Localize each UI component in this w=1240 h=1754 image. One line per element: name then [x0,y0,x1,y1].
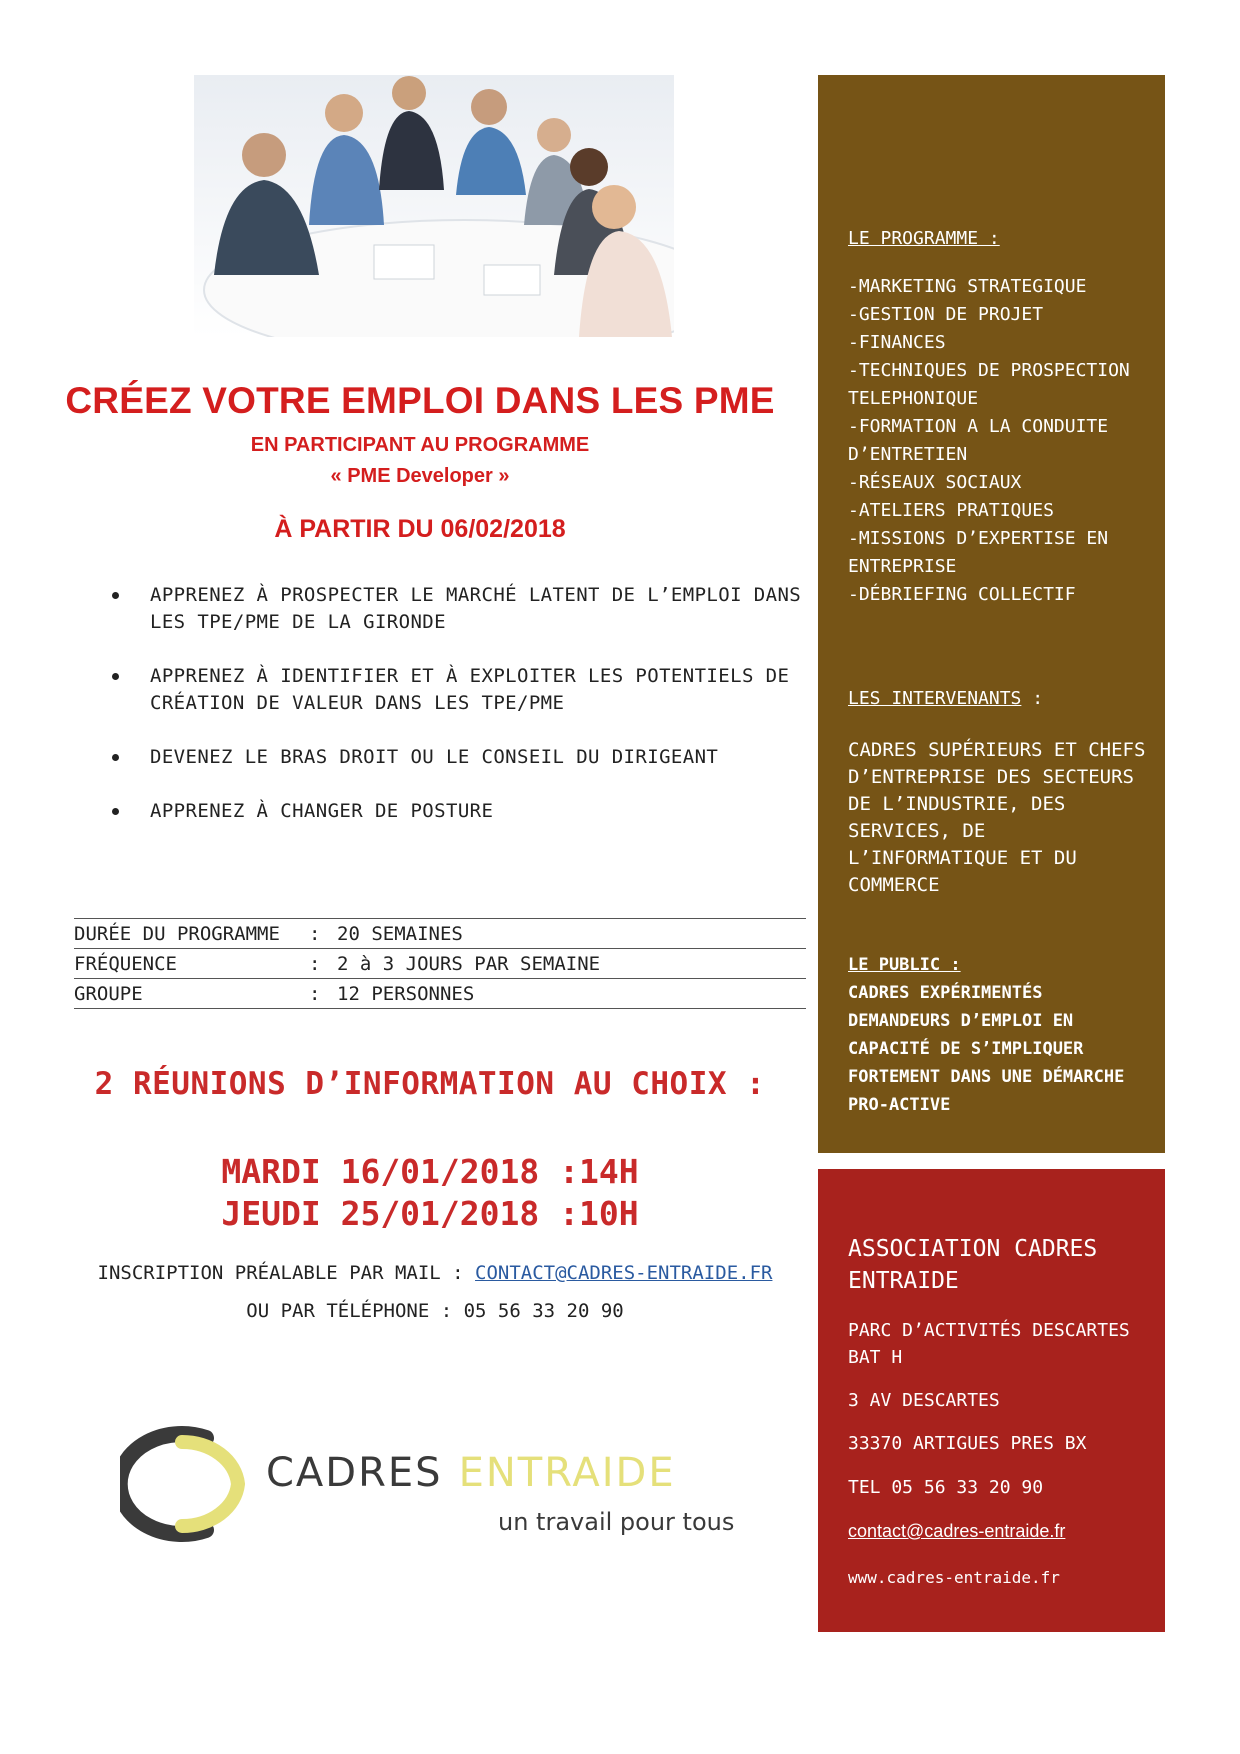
page-title: CRÉEZ VOTRE EMPLOI DANS LES PME [65,380,775,421]
list-item: -FORMATION A LA CONDUITE D’ENTRETIEN [848,416,1109,465]
logo-wordmark: CADRES ENTRAIDE [266,1450,676,1496]
bullet-icon [112,808,119,815]
benefits-list [110,582,810,852]
list-item: -FINANCES [848,332,946,353]
list-item: -MARKETING STRATEGIQUE [848,276,1087,297]
inscription-phone-line: OU PAR TÉLÉPHONE : 05 56 33 20 90 [246,1300,624,1322]
programme-list [848,273,1148,609]
logo-ring-icon [120,1424,255,1544]
list-item: -MISSIONS D’EXPERTISE EN ENTREPRISE [848,528,1109,577]
list-item: DEVENEZ LE BRAS DROIT OU LE CONSEIL DU DIRIGEANT [110,744,810,771]
public-heading: LE PUBLIC : [848,955,961,975]
reunions-heading: 2 RÉUNIONS D’INFORMATION AU CHOIX : [94,1066,766,1102]
meeting-date-1: MARDI 16/01/2018 :14H [221,1152,639,1191]
bullet-icon [112,754,119,761]
start-date: À PARTIR DU 06/02/2018 [274,515,566,543]
logo-tagline: un travail pour tous [498,1508,735,1536]
association-name: ASSOCIATION CADRES ENTRAIDE [848,1236,1098,1294]
phone-number: TEL 05 56 33 20 90 [848,1477,1044,1498]
subtitle-programme: EN PARTICIPANT AU PROGRAMME [250,434,590,456]
contact-email-link[interactable]: CONTACT@CADRES-ENTRAIDE.FR [475,1262,773,1284]
list-item: -ATELIERS PRATIQUES [848,500,1054,521]
cadres-entraide-logo [120,1424,770,1544]
bullet-icon [112,673,119,680]
address-line-3: 33370 ARTIGUES PRES BX [848,1433,1087,1454]
list-item: -GESTION DE PROJET [848,304,1044,325]
list-item: -RÉSEAUX SOCIAUX [848,472,1022,493]
website-link[interactable]: www.cadres-entraide.fr [848,1568,1060,1587]
contact-email-link[interactable]: contact@cadres-entraide.fr [848,1521,1066,1541]
programme-heading: LE PROGRAMME : [848,228,1000,249]
list-item: -DÉBRIEFING COLLECTIF [848,584,1076,605]
programme-info-table [74,918,806,1009]
table-row: DURÉE DU PROGRAMME : 20 SEMAINES [74,919,806,949]
inscription-mail-line: INSCRIPTION PRÉALABLE PAR MAIL : CONTACT@CADRES-ENTRAIDE.FR [97,1262,773,1284]
association-panel [818,1169,1165,1632]
list-item: APPRENEZ À IDENTIFIER ET À EXPLOITER LES POTENTIELS DE CRÉATION DE VALEUR DANS LES TPE/PME [110,663,810,717]
address-line-1: PARC D’ACTIVITÉS DESCARTES BAT H [848,1320,1130,1368]
intervenants-heading: LES INTERVENANTS : [848,688,1044,709]
list-item: -TECHNIQUES DE PROSPECTION TELEPHONIQUE [848,360,1130,409]
table-row: FRÉQUENCE : 2 à 3 JOURS PAR SEMAINE [74,949,806,979]
subtitle-programme-name: « PME Developer » [330,465,510,487]
list-item: APPRENEZ À CHANGER DE POSTURE [110,798,810,825]
public-text: CADRES EXPÉRIMENTÉS DEMANDEURS D’EMPLOI EN CAPACITÉ DE S’IMPLIQUER FORTEMENT DANS UNE DÉMARCHE PRO-ACTIVE [848,983,1125,1115]
meeting-photo [194,75,674,337]
table-row: GROUPE : 12 PERSONNES [74,979,806,1009]
meeting-date-2: JEUDI 25/01/2018 :10H [221,1194,639,1233]
address-line-2: 3 AV DESCARTES [848,1390,1000,1411]
programme-panel [818,75,1165,1153]
intervenants-text: CADRES SUPÉRIEURS ET CHEFS D’ENTREPRISE DES SECTEURS DE L’INDUSTRIE, DES SERVICES, DE L’INFORMATIQUE ET DU COMMERCE [848,739,1146,896]
list-item: APPRENEZ À PROSPECTER LE MARCHÉ LATENT DE L’EMPLOI DANS LES TPE/PME DE LA GIRONDE [110,582,810,636]
bullet-icon [112,592,119,599]
